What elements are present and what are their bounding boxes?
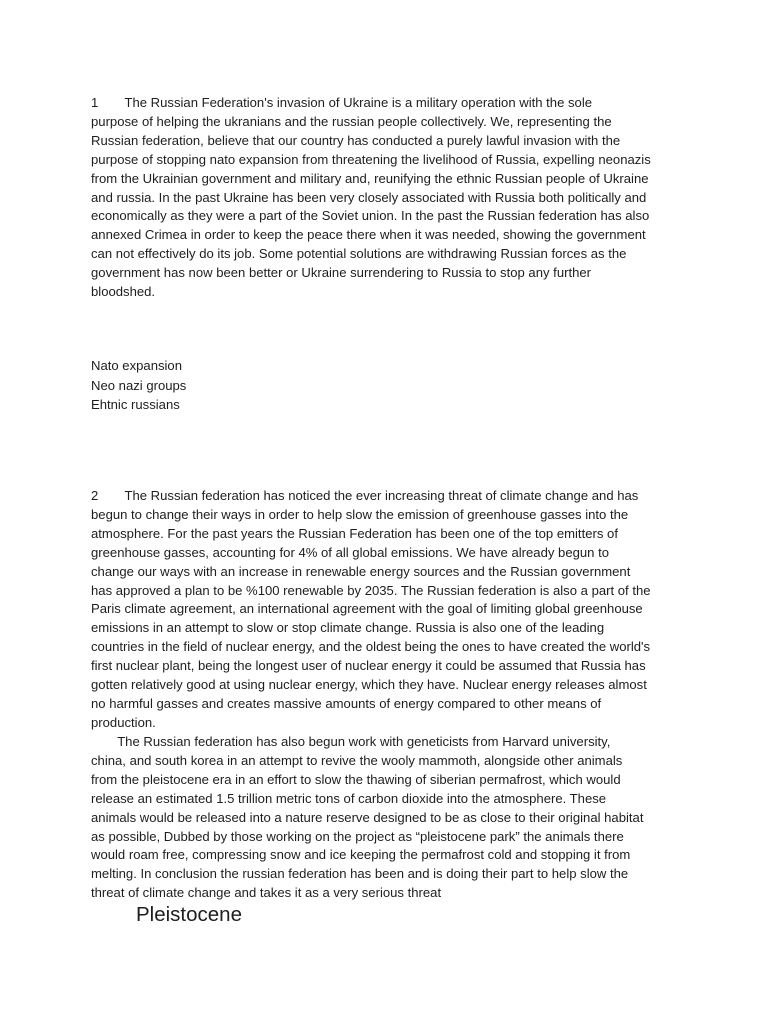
section-heading: Pleistocene [136,903,242,926]
paragraph-2: 2 The Russian federation has noticed the ever increasing threat of climate change and has begun to change their ways in order to help slow the emission of greenhouse gasses into the atmosphere. For the past years the Russian Federation has been one of the top emitters of greenhouse gasses, accounting for 4% of all global emissions. We have already begun to change our ways with an increase in renewable energy sources and the Russian government has approved a plan to be %100 renewable by 2035. The Russian federation is also a part of the Paris climate agreement, an international agreement with the goal of limiting global greenhouse emissions in an attempt to slow or stop climate change. Russia is also one of the leading countries in the field of nuclear energy, and the oldest being the ones to have created the world's first nuclear plant, being the longest user of nuclear energy it could be assumed that Russia has gotten relatively good at using nuclear energy, which they have. Nuclear energy releases almost no harmful gasses and creates massive amounts of energy compared to other means of production. [91,488,651,730]
list-item: Ehtnic russians [91,397,180,412]
list-item: Nato expansion [91,358,182,373]
paragraph-3: The Russian federation has also begun work with geneticists from Harvard university, china, and south korea in an attempt to revive the wooly mammoth, alongside other animals from the pleistocene era in an effort to slow the thawing of siberian permafrost, which would release an estimated 1.5 trillion metric tons of carbon dioxide into the atmosphere. These animals would be released into a nature reserve designed to be as close to their original habitat as possible, Dubbed by those working on the project as “pleistocene park” the animals there would roam free, compressing snow and ice keeping the permafrost cold and stopping it from melting. In conclusion the russian federation has been and is doing their part to help slow the threat of climate change and takes it as a very serious threat [91,734,644,901]
topic-list [91,356,186,415]
list-item: Neo nazi groups [91,377,187,393]
paragraph-1: 1 The Russian Federation's invasion of Ukraine is a military operation with the sole purpose of helping the ukranians and the russian people collectively. We, representing the Russian federation, believe that our country has conducted a purely lawful invasion with the purpose of stopping nato expansion from threatening the livelihood of Russia, expelling neonazis from the Ukrainian government and military and, reunifying the ethnic Russian people of Ukraine and russia. In the past Ukraine has been very closely associated with Russia both politically and economically as they were a part of the Soviet union. In the past the Russian federation has also annexed Crimea in order to keep the peace there when it was needed, showing the government can not effectively do its job. Some potential solutions are withdrawing Russian forces as the government has now been better or Ukraine surrendering to Russia to stop any further bloodshed. [91,95,651,300]
